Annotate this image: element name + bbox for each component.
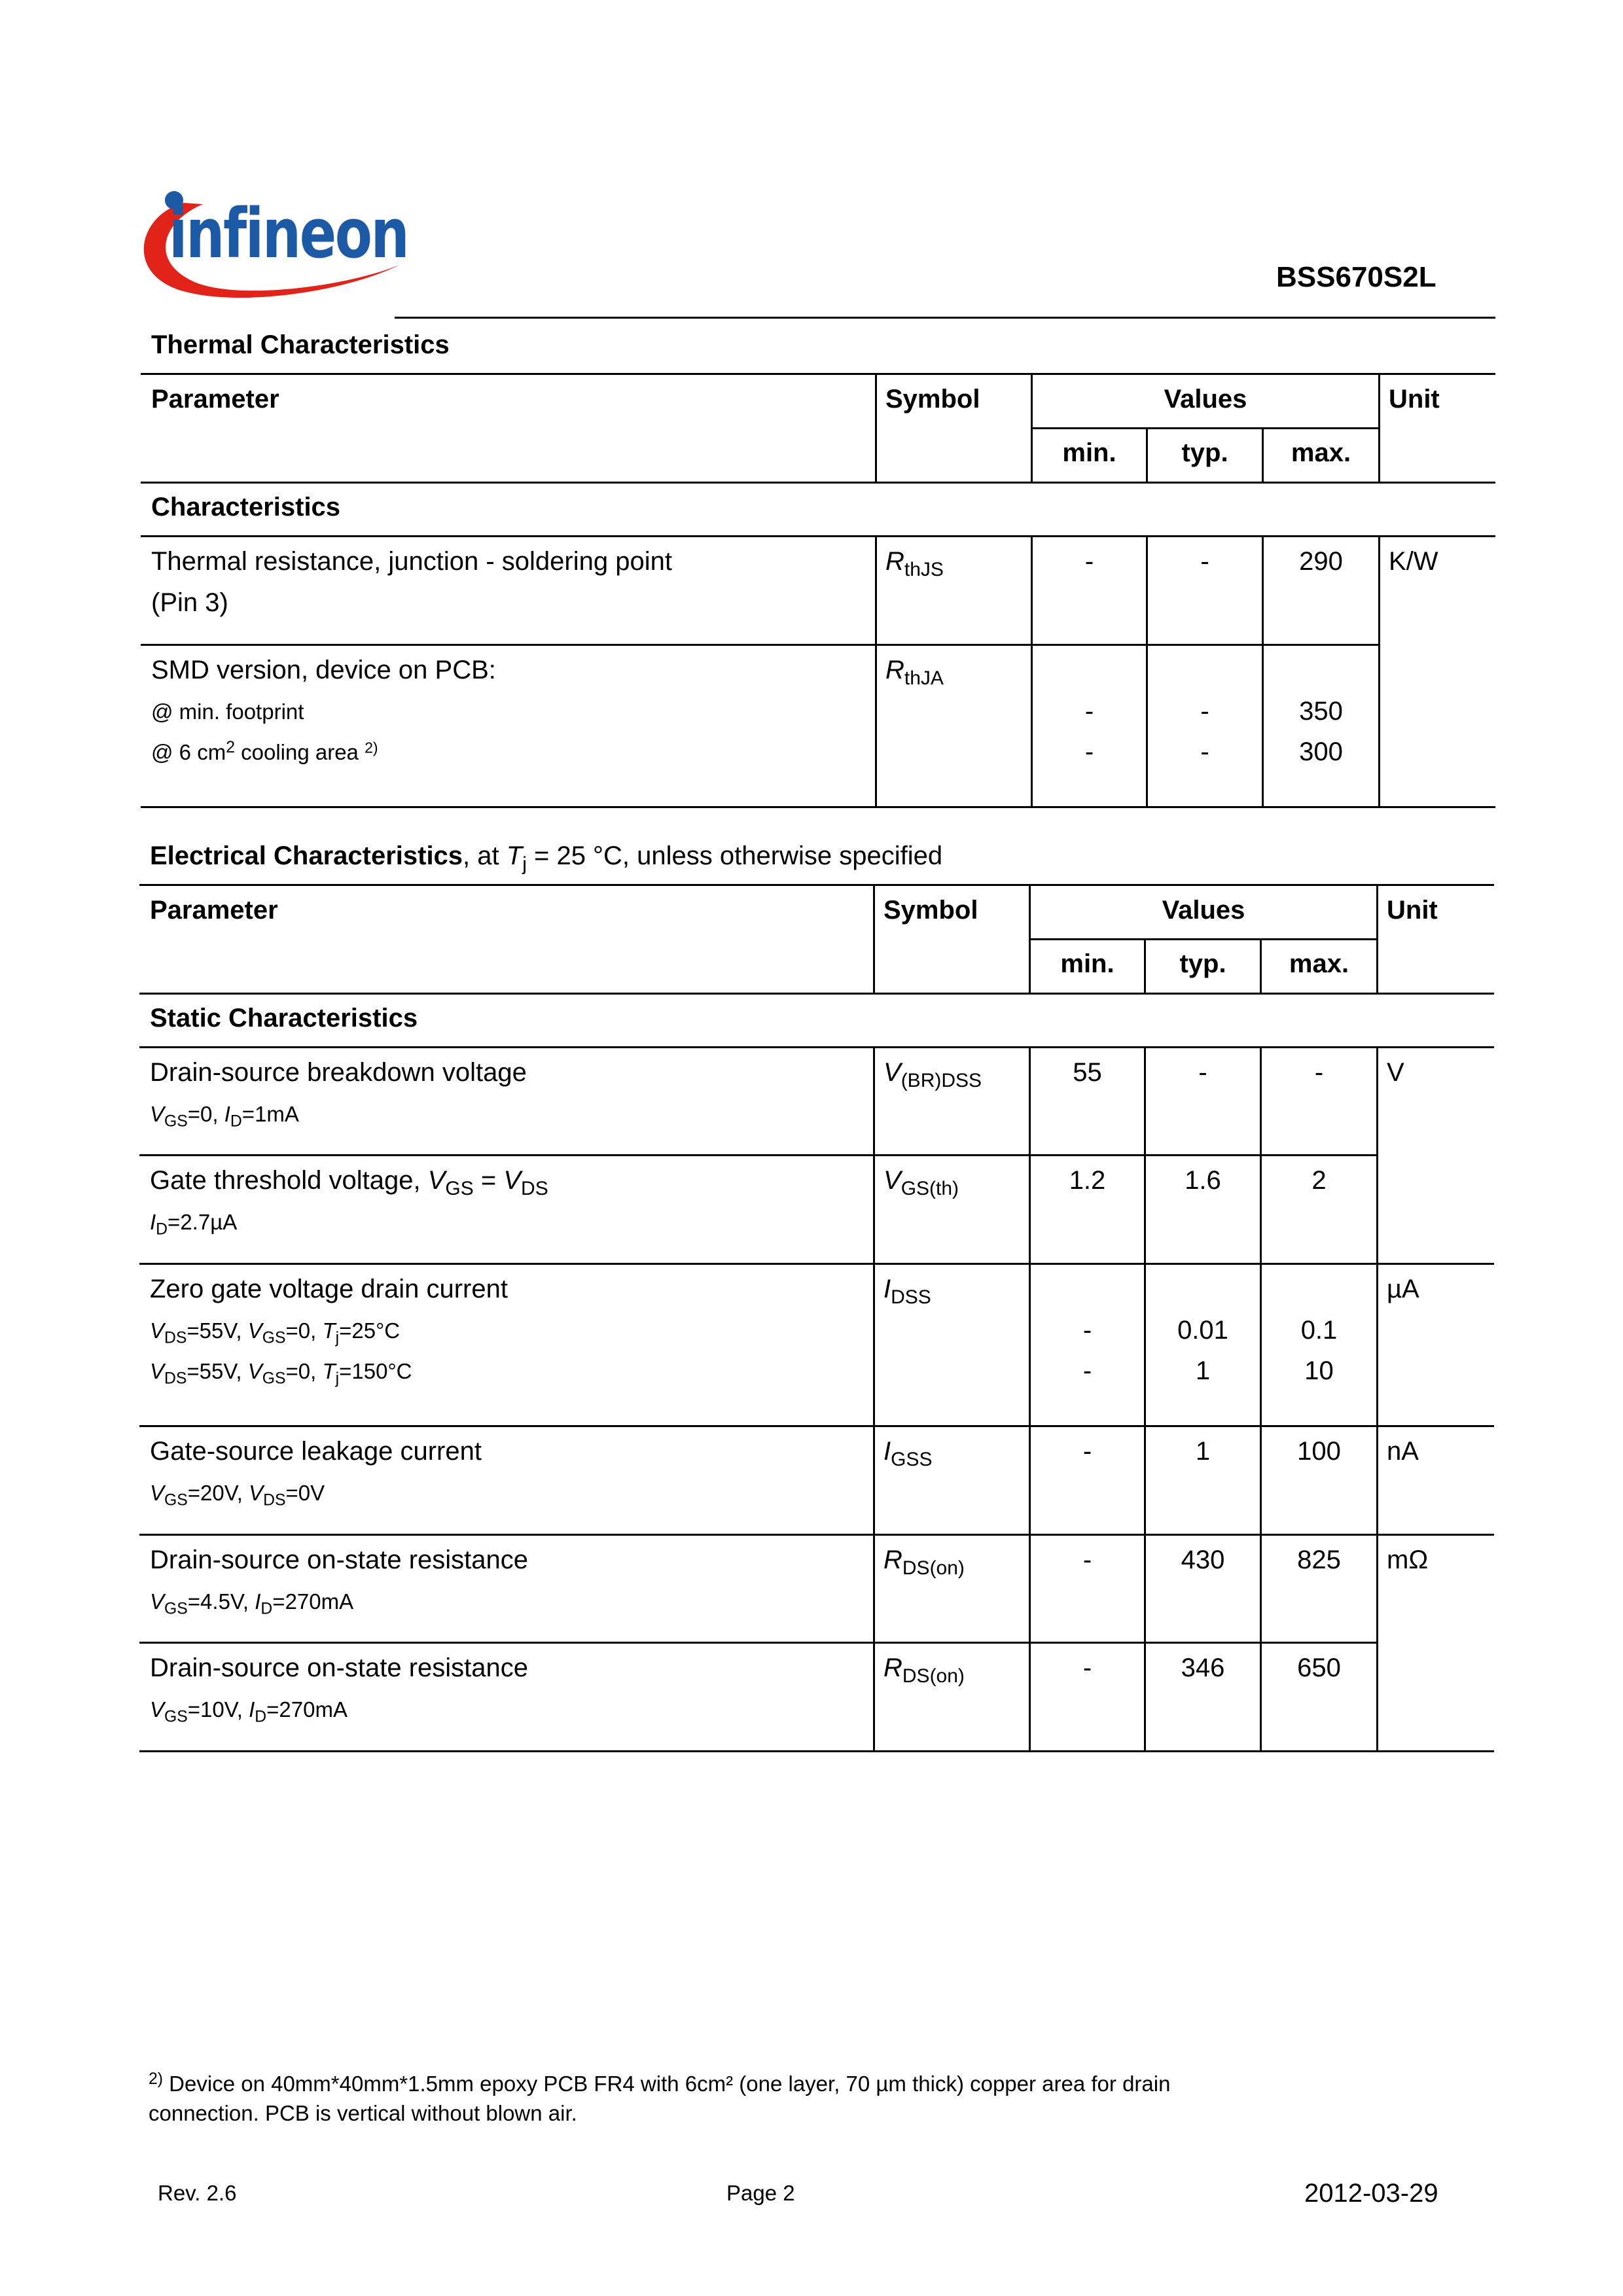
thermal-table-top-rule [141,373,1495,375]
thermal-row1-max: 290 [1299,547,1343,576]
footnote-mark: 2) [149,2070,164,2088]
zero-gate-current-min2: - [1082,1356,1092,1385]
thermal-section-rule [141,535,1495,537]
zero-gate-current-max1: 0.1 [1300,1316,1338,1345]
thermal-section-label: Characteristics [151,493,341,521]
gate-leakage-min: - [1082,1437,1092,1466]
breakdown-voltage-condition: $V_{GS}=0$, $I_D=1mA$ [150,1102,299,1131]
breakdown-voltage-unit: V [1387,1058,1404,1087]
thermal-header-unit: Unit [1389,385,1440,414]
electrical-row5-rule [139,1642,1376,1644]
thermal-row1-min: - [1084,547,1094,576]
thermal-header-max: max. [1291,438,1351,467]
zero-gate-current-typ1: 0.01 [1177,1316,1228,1345]
thermal-row1-parameter: Thermal resistance, junction - soldering point [151,547,672,576]
thermal-header-min: min. [1062,438,1116,467]
thermal-row1-symbol: $R_{thJS}$ [885,547,944,580]
thermal-row2-typ1: - [1200,697,1209,726]
part-number: BSS670S2L [1276,261,1436,293]
electrical-header-values: Values [1162,896,1245,925]
electrical-col-divider [1260,1046,1262,1750]
zero-gate-current-unit: µA [1387,1275,1419,1303]
electrical-section-rule [139,1046,1494,1048]
electrical-header-parameter: Parameter [150,896,278,925]
on-resistance-4v5-symbol: $R_{DS(on)}$ [883,1545,965,1579]
electrical-section-label: Static Characteristics [150,1004,418,1033]
thermal-row2-symbol: $R_{thJA}$ [885,656,944,689]
gate-threshold-parameter: Gate threshold voltage, $V_{GS} = V_{DS}$ [150,1166,548,1199]
on-resistance-10v-max: 650 [1297,1653,1341,1682]
thermal-row1-rule [141,644,1378,646]
thermal-row2-typ2: - [1200,737,1209,766]
footer-revision: Rev. 2.6 [158,2181,237,2205]
on-resistance-10v-condition: $V_{GS}=10V$, $I_D=270mA$ [150,1697,348,1726]
on-resistance-10v-parameter: Drain-source on-state resistance [150,1653,529,1682]
thermal-values-subrule [1031,427,1378,429]
thermal-title: Thermal Characteristics [151,330,450,359]
electrical-header-bottom-rule [139,993,1494,995]
gate-threshold-typ: 1.6 [1185,1166,1221,1195]
on-resistance-10v-min: - [1082,1653,1092,1682]
thermal-header-values: Values [1164,385,1247,414]
zero-gate-current-condition-25c: $V_{DS}=55V$, $V_{GS}=0$, $T_j=25^\circ C$ [150,1318,401,1347]
gate-leakage-condition: $V_{GS}=20V$, $V_{DS}=0V$ [150,1481,325,1510]
thermal-row1-parameter-cont: (Pin 3) [151,588,228,617]
on-resistance-4v5-typ: 430 [1181,1545,1225,1574]
breakdown-voltage-max: - [1314,1058,1324,1087]
on-resistance-unit: mΩ [1387,1545,1429,1574]
thermal-header-bottom-rule [141,482,1495,484]
electrical-col-divider [1376,1046,1378,1750]
on-resistance-4v5-parameter: Drain-source on-state resistance [150,1545,529,1574]
thermal-row2-max2: 300 [1299,737,1343,766]
breakdown-voltage-typ: - [1198,1058,1207,1087]
breakdown-voltage-parameter: Drain-source breakdown voltage [150,1058,527,1087]
thermal-row2-min2: - [1084,737,1094,766]
gate-leakage-symbol: $I_{GSS}$ [883,1437,933,1470]
electrical-col-divider [873,884,875,993]
electrical-title: Electrical Characteristics, at $T_j = 25$ °C, unless otherwise specified [150,841,943,875]
infineon-logo [131,177,406,308]
gate-leakage-typ: 1 [1195,1437,1211,1466]
thermal-row1-unit: K/W [1389,547,1438,576]
footnote-cont: connection. PCB is vertical without blown air. [149,2101,577,2125]
thermal-col-divider [875,535,877,806]
thermal-row2-condition-min-footprint: @ min. footprint [151,699,304,724]
thermal-header-typ: typ. [1181,438,1228,467]
electrical-header-max: max. [1289,949,1349,978]
on-resistance-4v5-min: - [1082,1545,1092,1574]
electrical-values-subrule [1029,938,1376,940]
on-resistance-4v5-max: 825 [1297,1545,1341,1574]
footnote-ref: 2) [365,739,378,756]
footnote: $^{2)}$ Device on 40mm*40mm*1.5mm epoxy PCB FR4 with 6cm² (one layer, 70 µm thick) copper area for drain [149,2070,1171,2096]
electrical-row1-rule [139,1154,1376,1156]
thermal-row2-parameter: SMD version, device on PCB: [151,656,496,684]
gate-leakage-max: 100 [1297,1437,1341,1466]
electrical-header-symbol: Symbol [883,896,978,925]
electrical-table-top-rule [139,884,1494,886]
header-rule [395,317,1495,319]
electrical-table-bottom-rule [139,1750,1494,1752]
zero-gate-current-symbol: $I_{DSS}$ [883,1275,931,1308]
thermal-table-bottom-rule [141,806,1495,808]
electrical-col-divider [873,1046,875,1750]
thermal-row2-max1: 350 [1299,697,1343,726]
zero-gate-current-min1: - [1082,1316,1092,1345]
on-resistance-4v5-condition: $V_{GS}=4.5V$, $I_D=270mA$ [150,1589,354,1618]
breakdown-voltage-symbol: $V_{(BR)DSS}$ [883,1058,982,1091]
electrical-header-unit: Unit [1387,896,1438,925]
gate-threshold-condition: $I_D=2.7\mu A$ [150,1210,238,1239]
zero-gate-current-typ2: 1 [1195,1356,1211,1385]
on-resistance-10v-symbol: $R_{DS(on)}$ [883,1653,965,1687]
gate-threshold-max: 2 [1311,1166,1327,1195]
zero-gate-current-condition-150c: $V_{DS}=55V$, $V_{GS}=0$, $T_j=150^\circ C$ [150,1359,412,1388]
electrical-header-typ: typ. [1179,949,1226,978]
thermal-row1-typ: - [1200,547,1209,576]
electrical-col-divider [1029,1046,1031,1750]
electrical-row3-rule [139,1425,1494,1427]
electrical-header-min: min. [1060,949,1115,978]
on-resistance-10v-typ: 346 [1181,1653,1225,1682]
zero-gate-current-max2: 10 [1304,1356,1334,1385]
gate-leakage-unit: nA [1387,1437,1419,1466]
zero-gate-current-parameter: Zero gate voltage drain current [150,1275,508,1303]
thermal-header-symbol: Symbol [885,385,980,414]
gate-leakage-parameter: Gate-source leakage current [150,1437,482,1466]
footer-date: 2012-03-29 [1304,2179,1438,2208]
thermal-col-divider [1378,373,1380,482]
footer-page-number: Page 2 [726,2181,795,2205]
thermal-row2-condition-cooling-area: @ 6 $cm^2$ cooling area $^{2)}$ [151,738,378,764]
gate-threshold-min: 1.2 [1069,1166,1106,1195]
breakdown-voltage-min: 55 [1073,1058,1102,1087]
electrical-col-divider [1144,1046,1146,1750]
gate-threshold-symbol: $V_{GS(th)}$ [883,1166,959,1199]
thermal-col-divider [875,373,877,482]
thermal-row2-min1: - [1084,697,1094,726]
electrical-row4-rule [139,1534,1494,1536]
thermal-col-divider [1378,535,1380,806]
thermal-header-parameter: Parameter [151,385,279,414]
electrical-col-divider [1376,884,1378,993]
electrical-row2-rule [139,1263,1494,1265]
logo-wordmark: infineon [169,194,408,274]
